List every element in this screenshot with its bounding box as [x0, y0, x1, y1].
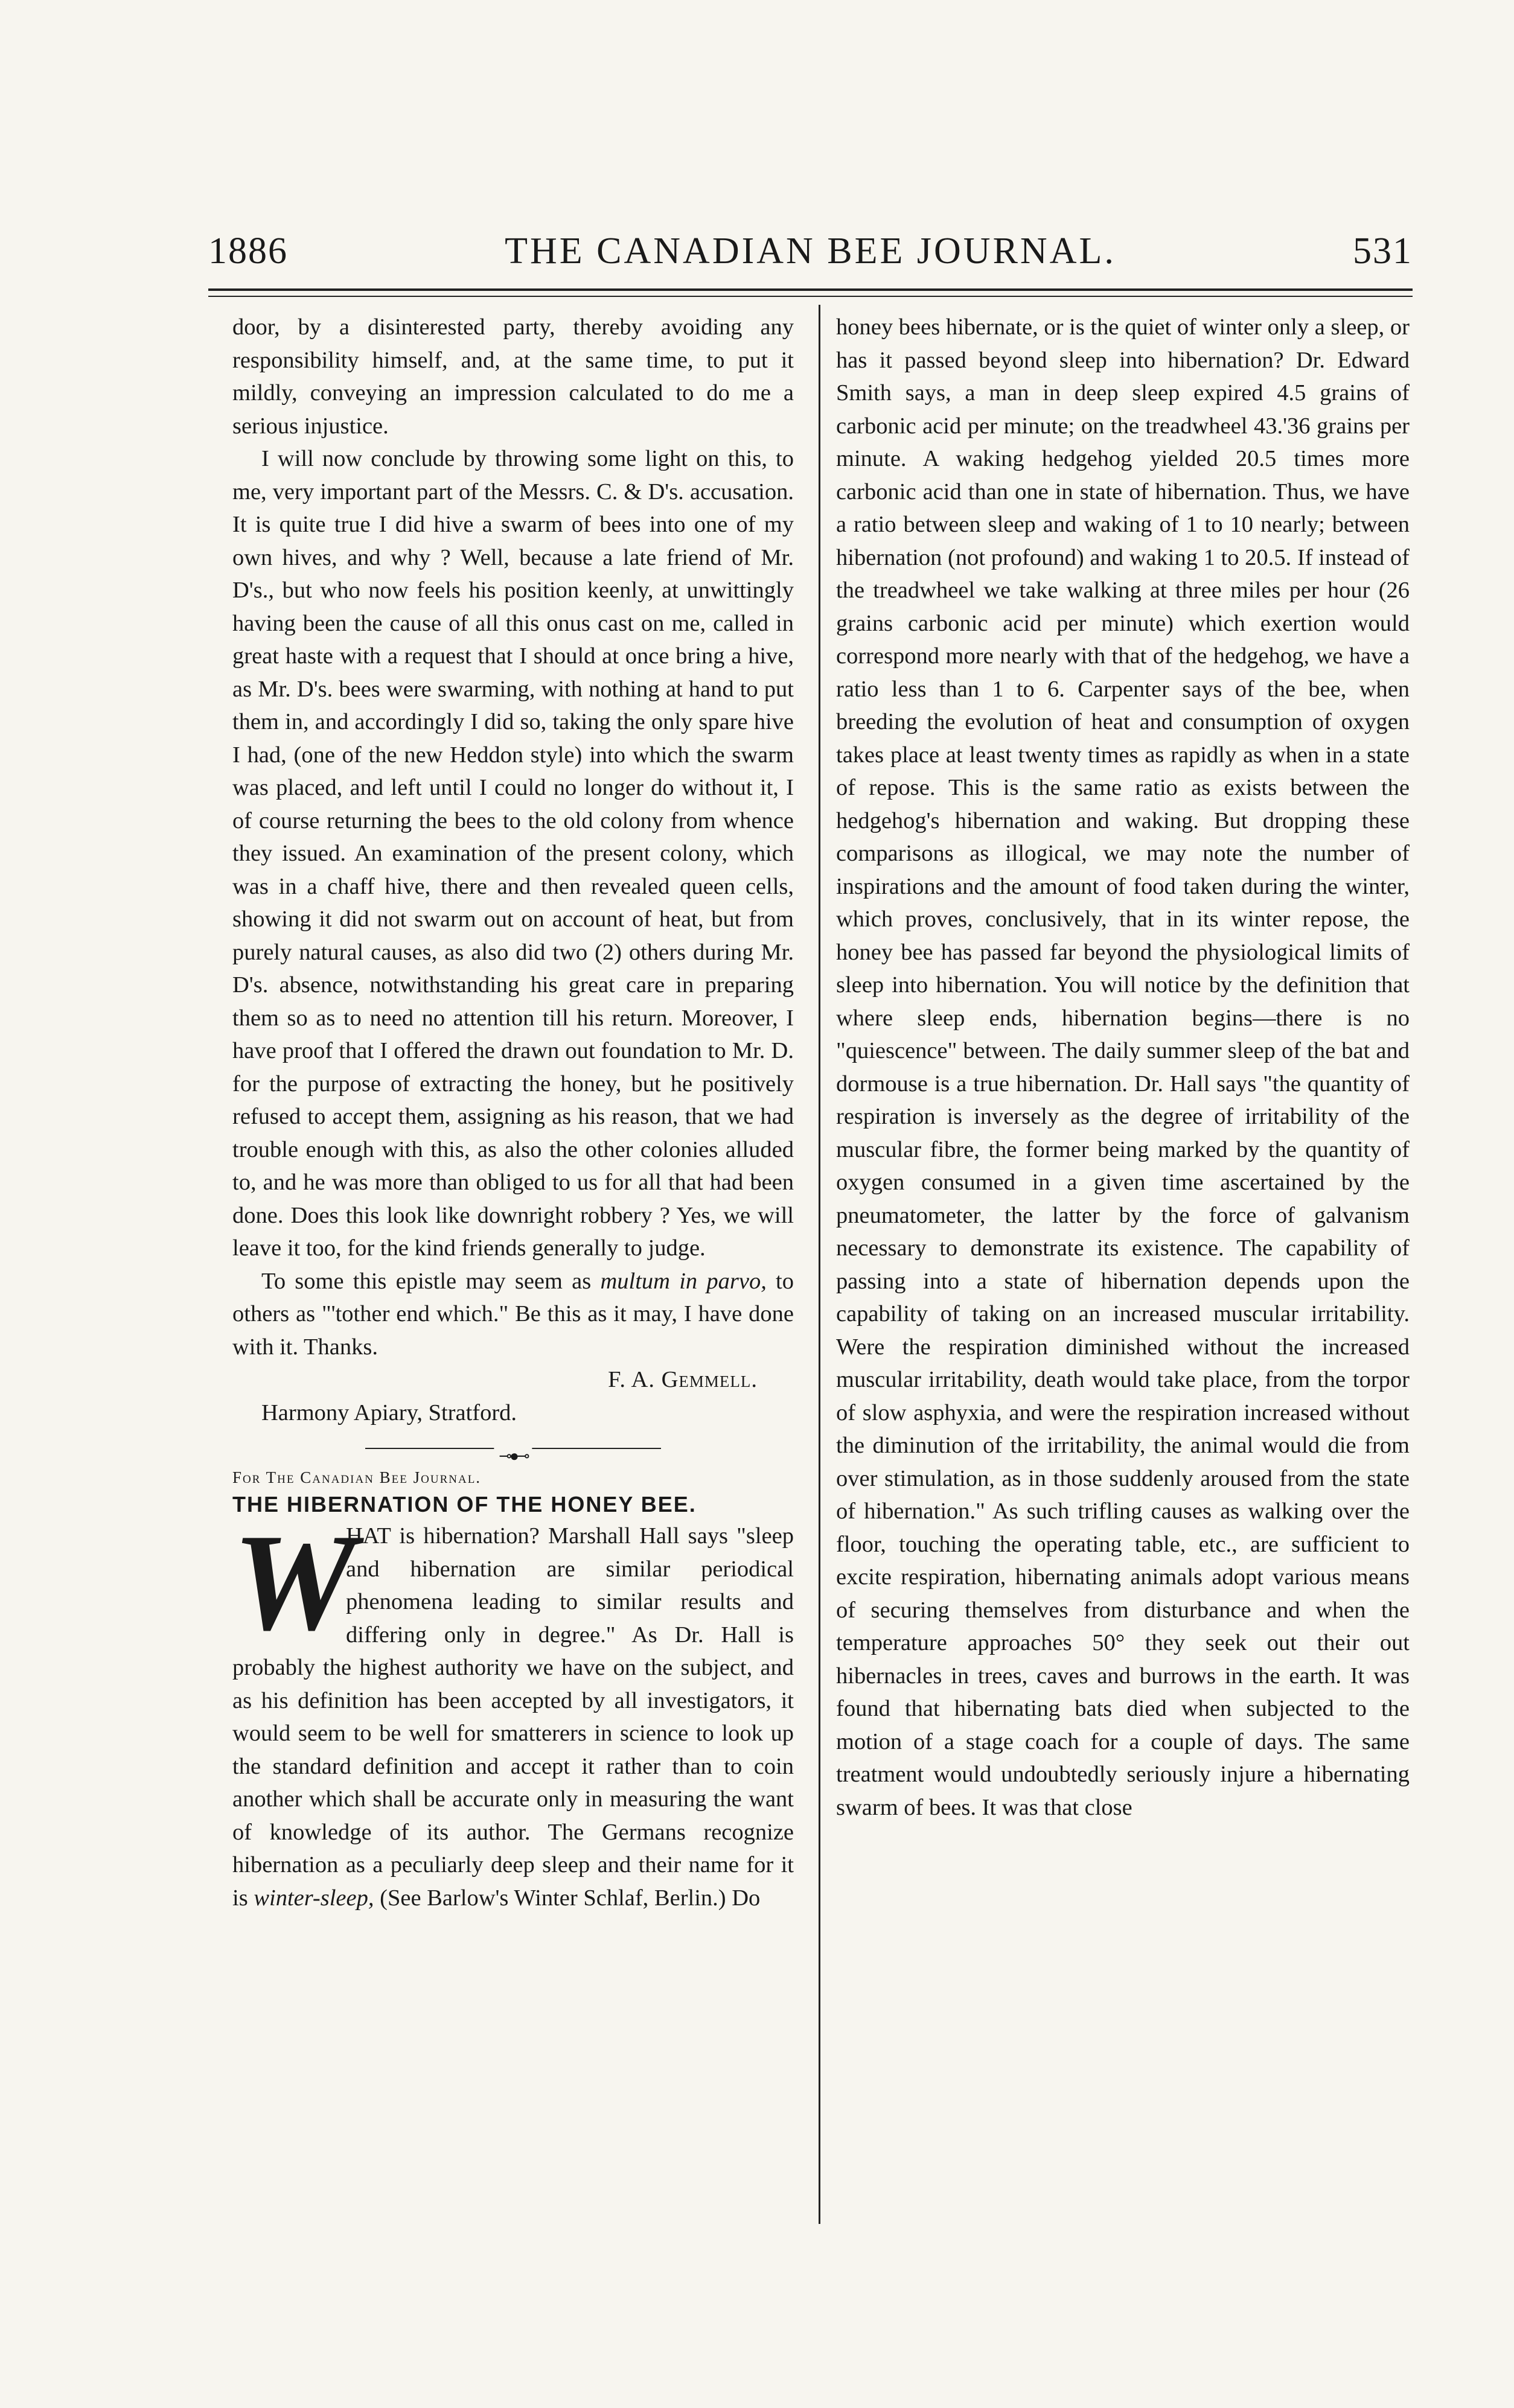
text-run: to others as "'tother end which." Be this as it may, I have done with it. Thanks. — [232, 1268, 794, 1360]
ornament-glyph: ⊸●⊸ — [494, 1440, 532, 1473]
paragraph: door, by a disinterested party, thereby avoiding any responsibility himself, and, at the same time, to put it mildly, conveying an impression calculated to do me a serious injustice. — [232, 314, 794, 439]
article-source: For The Canadian Bee Journal. — [232, 1468, 482, 1486]
author-location: Harmony Apiary, Stratford. — [261, 1400, 517, 1425]
author-signature: F. A. Gemmell. — [608, 1367, 758, 1392]
article-body — [232, 1505, 794, 1914]
paragraph: honey bees hibernate, or is the quiet of winter only a sleep, or has it passed beyond sleep into hibernation? Dr. Edward Smith says, a man in deep sleep expired 4.5 grains of carbonic acid per minute; on the treadwheel 43.'36 grains per minute. A waking hedgehog yielded 20.5 times more carbonic acid than one in state of hibernation. Thus, we have a ratio between sleep and waking of 1 to 10 nearly; between hibernation (not profound) and waking 1 to 20.5. If instead of the treadwheel we take walking at three miles per hour (26 grains carbonic acid per minute) which exertion would correspond more nearly with that of the hedgehog, we have a ratio less than 1 to 6. Carpenter says of the bee, when breeding the evolution of heat and consumption of oxygen takes place at least twenty times as rapidly as when in a state of repose. This is the same ratio as exists between the hedgehog's hibernation and waking. But dropping these comparisons as illogical, we may note the number of inspirations and the amount of food taken during the winter, which proves, conclusively, that in its winter repose, the honey bee has passed far beyond the physiological limits of sleep into hibernation. You will notice by the definition that where sleep ends, hibernation begins—there is no "quiescence" between. The daily summer sleep of the bat and dormouse is a true hibernation. Dr. Hall says "the quantity of respiration is inversely as the degree of irritability of the muscular fibre, the former being marked by the quantity of oxygen consumed in a given time ascertained by the pneumatometer, the latter by the force of galvanism necessary to demonstrate its existence. The capability of passing into a state of hibernation depends upon the capability of taking on an increased muscular irritability. Were the respiration diminished without the increased muscular irritability, death would take place, from the torpor of slow asphyxia, and were the respiration increased without the diminution of the irritability, the animal would die from over stimulation, as in those suddenly aroused from the state of hibernation." As such trifling causes as walking over the floor, touching the operating table, etc., are sufficient to excite respiration, hibernating animals adopt various means of securing themselves from disturbance and when the temperature approaches 50° they seek out their out hibernacles in trees, caves and burrows in the earth. It was found that hibernating bats died when subjected to the motion of a stage coach for a couple of days. The same treatment would undoubtedly seriously injure a hibernating swarm of bees. It was that close — [836, 314, 1410, 1820]
text-run: (See Barlow's Winter Schlaf, Berlin.) Do — [374, 1885, 761, 1911]
italic-phrase: winter-sleep, — [254, 1885, 374, 1911]
text-run: HAT is hibernation? Marshall Hall says "sleep and hibernation are similar periodical phenomena leading to similar results and differing only in degree." As Dr. Hall is probably the highest authority we have on the subject, and as his definition has been accepted by all investigators, it would seem to be well for smatterers in science to look up the standard definition and accept it rather than to coin another which shall be accurate only in measuring the want of knowledge of its author. The Germans recognize hibernation as a peculiarly deep sleep and their name for it is — [232, 1523, 794, 1911]
header-rule-thin — [208, 296, 1413, 297]
article-title: THE HIBERNATION OF THE HONEY BEE. — [232, 1492, 697, 1517]
text-run: To some this epistle may seem as — [261, 1268, 601, 1294]
journal-title: THE CANADIAN BEE JOURNAL. — [505, 231, 1116, 272]
page-number: 531 — [1353, 231, 1413, 272]
right-column — [836, 311, 1410, 1824]
left-column — [232, 311, 794, 1914]
header-rule — [208, 288, 1413, 291]
running-header — [208, 217, 1413, 284]
header-year: 1886 — [208, 231, 288, 272]
drop-cap: W — [232, 1505, 356, 1659]
column-divider — [819, 305, 820, 2224]
section-ornament — [232, 1442, 794, 1465]
paragraph — [232, 1265, 794, 1364]
italic-phrase: multum in parvo, — [600, 1268, 767, 1294]
paragraph: I will now conclude by throwing some light on this, to me, very important part of the Messrs. C. & D's. accusation. It is quite true I did hive a swarm of bees into one of my own hives, and why ? Well, because a late friend of Mr. D's., but who now feels his position keenly, at unwittingly having been the cause of all this onus cast on me, called in great haste with a request that I should at once bring a hive, as Mr. D's. bees were swarming, with nothing at hand to put them in, and accordingly I did so, taking the only spare hive I had, (one of the new Heddon style) into which the swarm was placed, and left until I could no longer do without it, I of course returning the bees to the old colony from whence they issued. An examination of the present colony, which was in a chaff hive, there and then revealed queen cells, showing it did not swarm out on account of heat, but from purely natural causes, as also did two (2) others during Mr. D's. absence, notwithstanding his great care in preparing them so as to need no attention till his return. Moreover, I have proof that I offered the drawn out foundation to Mr. D. for the purpose of extracting the honey, but he positively refused to accept them, assigning as his reason, that we had trouble enough with this, as also the other colonies alluded to, and he was more than obliged to us for all that had been done. Does this look like downright robbery ? Yes, we will leave it too, for the kind friends generally to judge. — [232, 446, 794, 1261]
